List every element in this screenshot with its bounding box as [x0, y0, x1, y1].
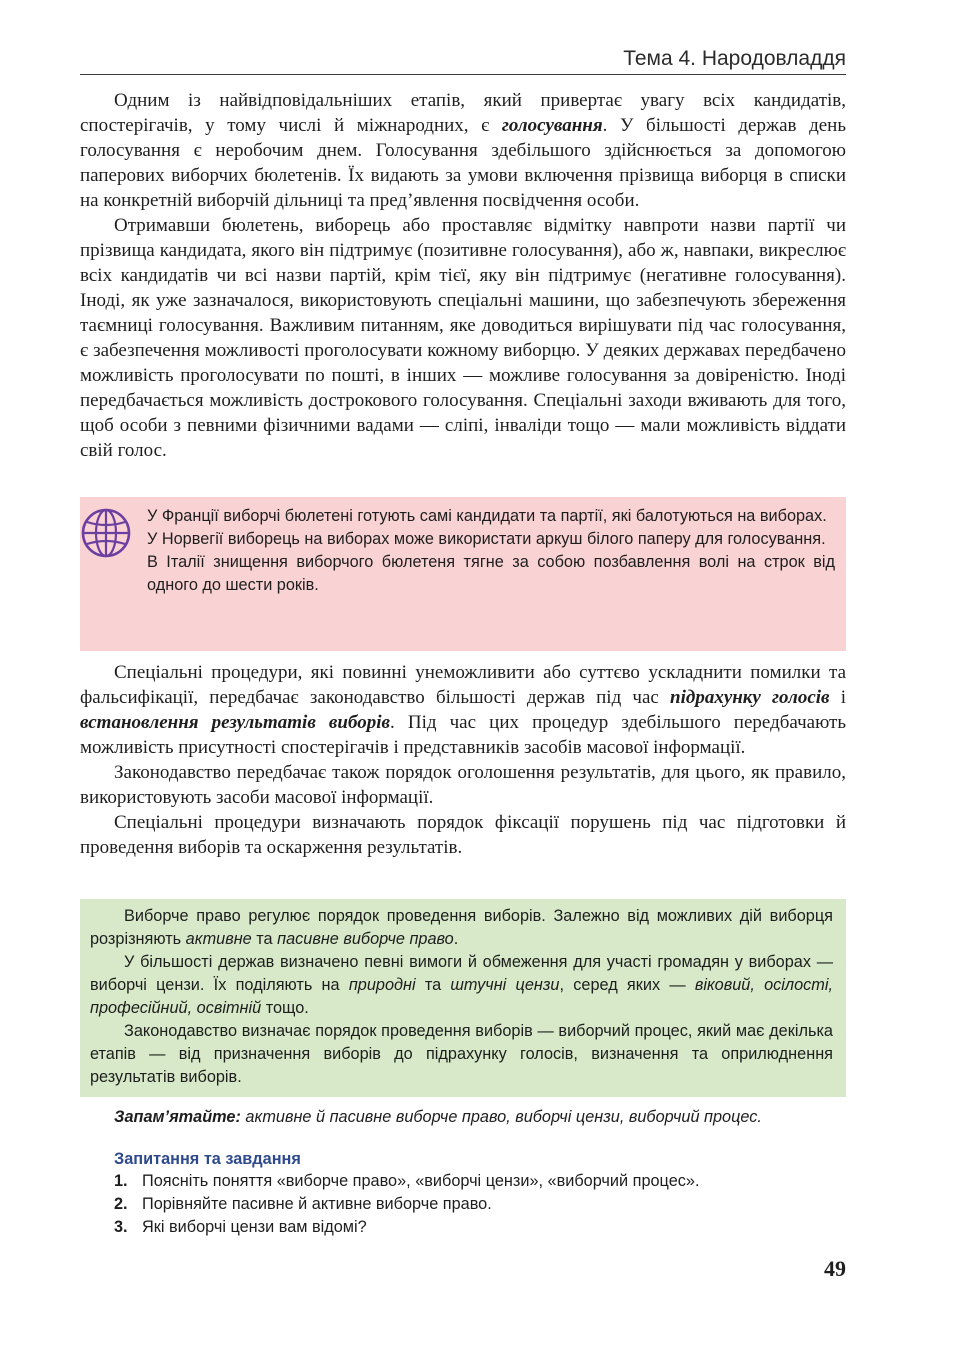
italic-term: активне — [185, 930, 252, 948]
remember-text: активне й пасивне виборче право, виборчі цензи, виборчий процес. — [240, 1108, 762, 1126]
text-run: і — [829, 687, 847, 708]
page-number: 49 — [824, 1256, 846, 1281]
globe-icon — [80, 507, 132, 559]
summary-paragraph-3: Законодавство визначає порядок проведення виборів — виборчий процес, який має декілька етапів — від призначення виборів до підрахунку голосів, визначення та оприлюднення результатів виборів. — [90, 1022, 833, 1086]
key-term: встановлення результатів виборів — [80, 712, 390, 733]
italic-term: віковий, осілості, професійний, освітній — [90, 976, 833, 1017]
key-term: голосування — [501, 115, 603, 136]
italic-term: штучні цензи — [450, 976, 560, 994]
fact-norway: У Норвегії виборець на виборах може використати аркуш білого паперу для голосування. — [147, 530, 826, 548]
fact-france: У Франції виборчі бюлетені готують самі кандидати та партії, які балотуються на виборах. — [147, 507, 827, 525]
topic-title: Тема 4. Народовладдя — [623, 47, 846, 70]
text-run: Одним із найвідповідальніших етапів, який привертає увагу всіх кандидатів, спостерігачів, у тому числі й міжнародних, є — [80, 90, 846, 136]
summary-text — [90, 905, 833, 1089]
text-run: . — [453, 930, 459, 948]
intro-text — [80, 88, 846, 463]
question-number: 3. — [114, 1218, 128, 1236]
text-run: , серед яких — — [559, 976, 695, 994]
question-number: 2. — [114, 1195, 128, 1213]
paragraph-announcement: Законодавство передбачає також порядок оголошення результатів, для цього, як правило, використовують засоби масової інформації. — [80, 762, 846, 808]
remember-label: Запам’ятайте: — [114, 1108, 241, 1126]
question-item — [114, 1216, 846, 1239]
paragraph-voting — [80, 88, 846, 213]
facts-box — [80, 497, 846, 651]
text-run: Спеціальні процедури, які повинні унеможливити або суттєво ускладнити помилки та фальсифікації, передбачає законодавство більшості держав під час — [80, 662, 846, 708]
question-text: Порівняйте пасивне й активне виборче право. — [142, 1195, 492, 1213]
question-text: Які виборчі цензи вам відомі? — [142, 1218, 367, 1236]
questions-heading: Запитання та завдання — [114, 1150, 301, 1168]
counting-text — [80, 660, 846, 860]
summary-paragraph-2 — [90, 951, 833, 1020]
italic-term: пасивне виборче право — [277, 930, 454, 948]
text-run: та — [415, 976, 451, 994]
running-header — [80, 46, 846, 75]
summary-paragraph-1 — [90, 905, 833, 951]
text-run: та — [251, 930, 278, 948]
question-number: 1. — [114, 1172, 128, 1190]
paragraph-ballot: Отримавши бюлетень, виборець або проставляє відмітку навпроти назви партії чи прізвища кандидата, якого він підтримує (позитивне голосування), або ж, навпаки, викреслює всіх кандидатів чи всі назви партій, крім тієї, яку він підтримує (негативне голосування). Іноді, як уже зазначалося, використовують спеціальні машини, що забезпечують збереження таємниці голосування. Важливим питанням, яке доводиться вирішувати під час голосування, є забезпечення можливості проголосувати кожному виборцю. У деяких державах передбачено можливість проголосувати по пошті, в інших — можливе голосування за довіреністю. Іноді передбачається можливість дострокового голосування. Спеціальні заходи вживають для того, щоб особи з певними фізичними вадами — сліпі, інваліди тощо — мали можливість віддати свій голос. — [80, 215, 846, 461]
facts-text — [147, 505, 835, 597]
text-run: тощо. — [261, 999, 309, 1017]
italic-term: природні — [348, 976, 416, 994]
text-run: У більшості держав визначено певні вимоги й обмеження для участі громадян у виборах — виборчі цензи. Їх поділяють на — [90, 953, 833, 994]
question-text: Поясніть поняття «виборче право», «виборчі цензи», «виборчий процес». — [142, 1172, 700, 1190]
question-item — [114, 1170, 846, 1193]
summary-box — [80, 899, 846, 1097]
paragraph-counting — [80, 660, 846, 760]
question-item — [114, 1193, 846, 1216]
remember-line — [114, 1106, 846, 1128]
text-run: . У більшості держав день голосування є неробочим днем. Голосування здебільшого здійснюється за допомогою паперових виборчих бюлетенів. Їх видають за умови включення прізвища виборця в списки на конкретній виборчій дільниці та пред’явлення посвідчення особи. — [80, 115, 846, 211]
paragraph-violations: Спеціальні процедури визначають порядок фіксації порушень під час підготовки й проведення виборів та оскарження результатів. — [80, 812, 846, 858]
fact-italy: В Італії знищення виборчого бюлетеня тягне за собою позбавлення волі на строк від одного до шести років. — [147, 553, 835, 594]
text-run: Виборче право регулює порядок проведення виборів. Залежно від можливих дій виборця розрізняють — [90, 907, 833, 948]
key-term: підрахунку голосів — [670, 687, 830, 708]
text-run: . Під час цих процедур здебільшого передбачають можливість присутності спостерігачів і представників засобів масової інформації. — [80, 712, 846, 758]
questions-list — [114, 1170, 846, 1239]
